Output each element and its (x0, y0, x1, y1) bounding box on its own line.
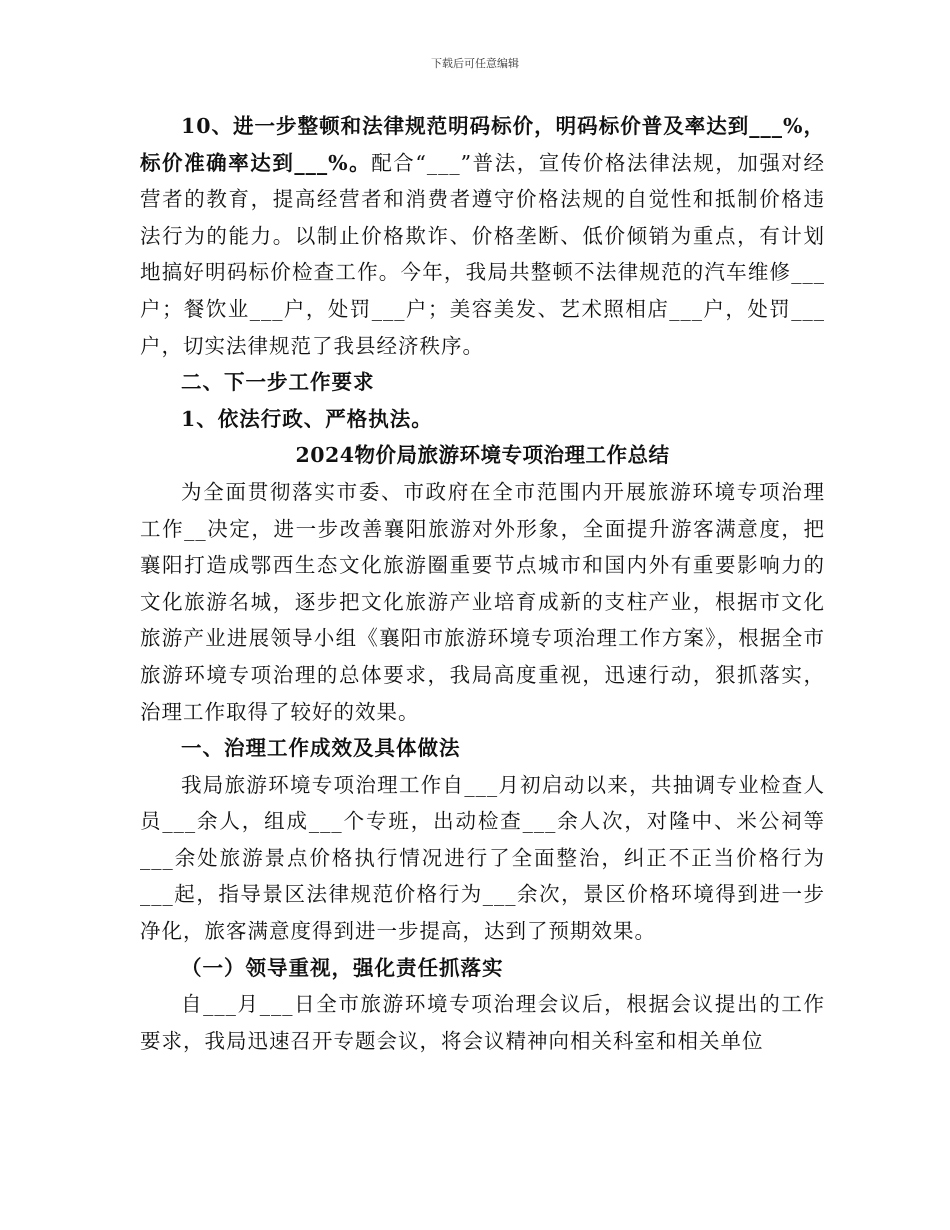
paragraph-results: 我局旅游环境专项治理工作自___月初启动以来，共抽调专业检查人员___余人，组成___个专班，出动检查___余人次，对隆中、米公祠等___余处旅游景点价格执行情况进行了全面整治，纠正不正当价格行为___起，指导景区法律规范价格行为___余次，景区价格环境得到进一步净化，旅客满意度得到进一步提高，达到了预期效果。 (140, 772, 825, 944)
document-title: 2024物价局旅游环境专项治理工作总结 (295, 443, 670, 468)
heading-leadership: （一）领导重视，强化责任抓落实 (181, 955, 504, 980)
paragraph-leadership: 自___月___日全市旅游环境专项治理会议后，根据会议提出的工作要求，我局迅速召开专题会议，将会议精神向相关科室和相关单位 (140, 992, 825, 1053)
heading-next-steps: 二、下一步工作要求 (181, 370, 375, 395)
document-body (140, 108, 825, 1059)
paragraph-price-labeling (140, 108, 825, 364)
paragraph-price-labeling-text: 配合“___”普法，宣传价格法律法规，加强对经营者的教育，提高经营者和消费者遵守价格法规的自觉性和抵制价格违法行为的能力。以制止价格欺诈、价格垄断、低价倾销为重点，有计划地搞好明码标价检查工作。今年，我局共整顿不法律规范的汽车维修___户；餐饮业___户，处罚___户；美容美发、艺术照相店___户，处罚___户，切实法律规范了我县经济秩序。 (140, 150, 825, 358)
paragraph-price-labeling-bold: 10、进一步整顿和法律规范明码标价，明码标价普及率达到___%，标价准确率达到___%。 (140, 114, 825, 175)
heading-law-enforcement: 1、依法行政、严格执法。 (181, 406, 433, 431)
heading-results: 一、治理工作成效及具体做法 (181, 736, 461, 761)
page-header-note: 下载后可任意编辑 (431, 57, 519, 70)
paragraph-intro: 为全面贯彻落实市委、市政府在全市范围内开展旅游环境专项治理工作__决定，进一步改善襄阳旅游对外形象，全面提升游客满意度，把襄阳打造成鄂西生态文化旅游圈重要节点城市和国内外有重要影响力的文化旅游名城，逐步把文化旅游产业培育成新的支柱产业，根据市文化旅游产业进展领导小组《襄阳市旅游环境专项治理工作方案》，根据全市旅游环境专项治理的总体要求，我局高度重视，迅速行动，狠抓落实，治理工作取得了较好的效果。 (140, 479, 825, 724)
